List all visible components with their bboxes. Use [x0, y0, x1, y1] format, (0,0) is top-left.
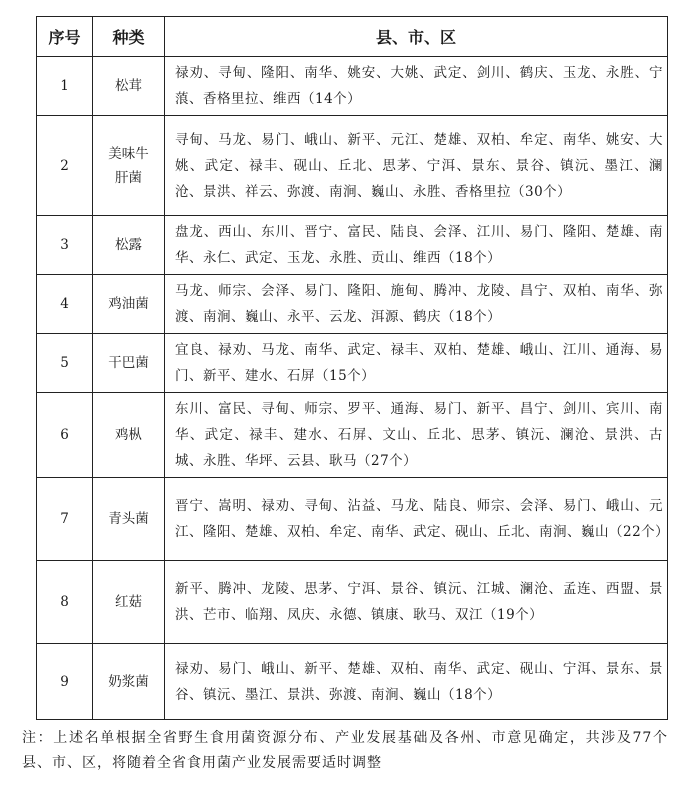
header-areas: 县、市、区 — [165, 17, 668, 57]
row-number: 2 — [37, 116, 93, 216]
table-row — [37, 334, 668, 393]
table-row — [37, 57, 668, 116]
row-areas: 寻甸、马龙、易门、峨山、新平、元江、楚雄、双柏、牟定、南华、姚安、大姚、武定、禄丰、砚山、丘北、思茅、宁洱、景东、景谷、镇沅、墨江、澜沧、景洪、祥云、弥渡、南涧、巍山、永胜、香格里拉（30个） — [165, 116, 668, 216]
row-areas: 新平、腾冲、龙陵、思茅、宁洱、景谷、镇沅、江城、澜沧、孟连、西盟、景洪、芒市、临翔、凤庆、永德、镇康、耿马、双江（19个） — [165, 561, 668, 644]
table-row — [37, 561, 668, 644]
row-areas: 东川、富民、寻甸、师宗、罗平、通海、易门、新平、昌宁、剑川、宾川、南华、武定、禄丰、建水、石屏、文山、丘北、思茅、镇沅、澜沧、景洪、古城、永胜、华坪、云县、耿马（27个） — [165, 393, 668, 478]
row-kind: 松茸 — [93, 57, 165, 116]
row-number: 6 — [37, 393, 93, 478]
row-kind: 松露 — [93, 216, 165, 275]
footnote: 注：上述名单根据全省野生食用菌资源分布、产业发展基础及各州、市意见确定，共涉及77个县、市、区，将随着全省食用菌产业发展需要适时调整 — [22, 730, 668, 771]
row-number: 3 — [37, 216, 93, 275]
header-number: 序号 — [37, 17, 93, 57]
table-header-row — [37, 17, 668, 57]
row-kind-text: 美味牛肝菌 — [108, 145, 149, 186]
table-row — [37, 644, 668, 720]
table-row — [37, 216, 668, 275]
document-page — [22, 16, 670, 776]
header-kind: 种类 — [93, 17, 165, 57]
row-kind: 鸡油菌 — [93, 275, 165, 334]
table-row — [37, 116, 668, 216]
row-number: 8 — [37, 561, 93, 644]
row-areas: 禄劝、易门、峨山、新平、楚雄、双柏、南华、武定、砚山、宁洱、景东、景谷、镇沅、墨江、景洪、弥渡、南涧、巍山（18个） — [165, 644, 668, 720]
table-row — [37, 478, 668, 561]
row-areas: 禄劝、寻甸、隆阳、南华、姚安、大姚、武定、剑川、鹤庆、玉龙、永胜、宁蒗、香格里拉、维西（14个） — [165, 57, 668, 116]
row-areas: 盘龙、西山、东川、晋宁、富民、陆良、会泽、江川、易门、隆阳、楚雄、南华、永仁、武定、玉龙、永胜、贡山、维西（18个） — [165, 216, 668, 275]
row-areas: 宜良、禄劝、马龙、南华、武定、禄丰、双柏、楚雄、峨山、江川、通海、易门、新平、建水、石屏（15个） — [165, 334, 668, 393]
row-kind: 鸡枞 — [93, 393, 165, 478]
row-number: 9 — [37, 644, 93, 720]
row-number: 4 — [37, 275, 93, 334]
row-kind: 干巴菌 — [93, 334, 165, 393]
row-areas: 马龙、师宗、会泽、易门、隆阳、施甸、腾冲、龙陵、昌宁、双柏、南华、弥渡、南涧、巍山、永平、云龙、洱源、鹤庆（18个） — [165, 275, 668, 334]
table-row — [37, 393, 668, 478]
row-kind: 红菇 — [93, 561, 165, 644]
row-number: 1 — [37, 57, 93, 116]
row-number: 7 — [37, 478, 93, 561]
row-areas: 晋宁、嵩明、禄劝、寻甸、沾益、马龙、陆良、师宗、会泽、易门、峨山、元江、隆阳、楚雄、双柏、牟定、南华、武定、砚山、丘北、南涧、巍山（22个） — [165, 478, 668, 561]
table-row — [37, 275, 668, 334]
row-number: 5 — [37, 334, 93, 393]
row-kind: 奶浆菌 — [93, 644, 165, 720]
row-kind: 青头菌 — [93, 478, 165, 561]
mushroom-region-table — [36, 16, 668, 720]
row-kind — [93, 116, 165, 216]
